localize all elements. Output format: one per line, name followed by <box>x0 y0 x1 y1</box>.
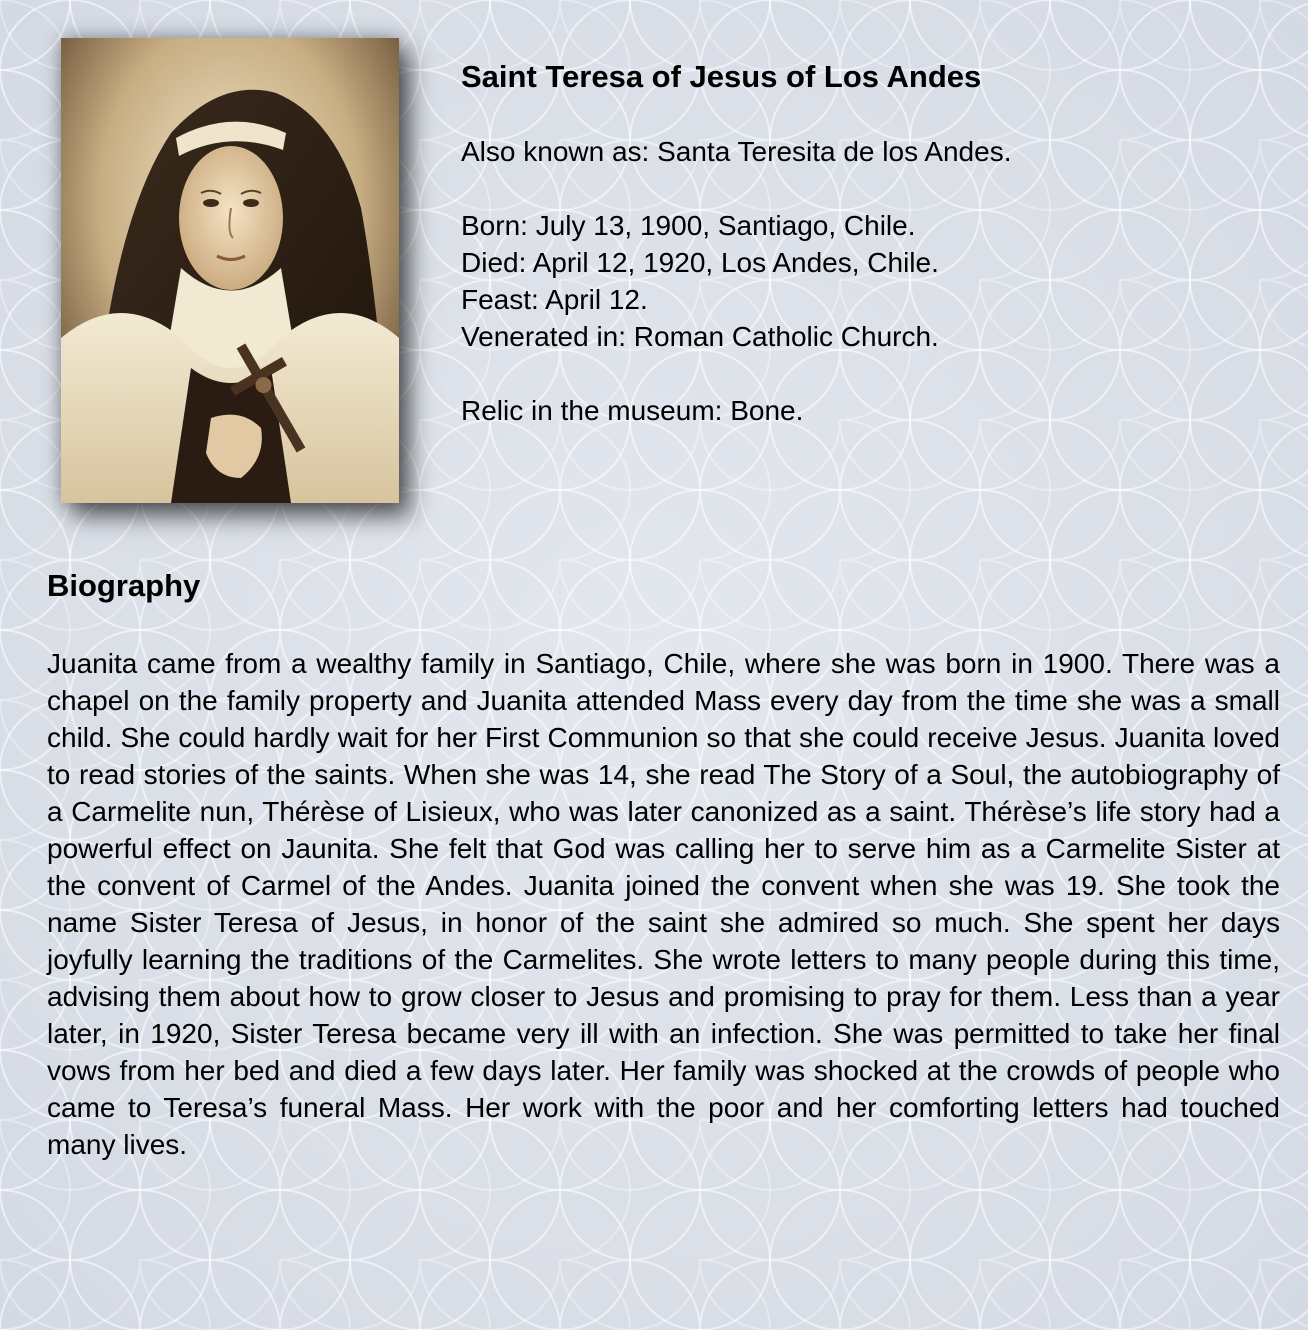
also-known-as: Also known as: Santa Teresita de los Andes. <box>461 136 1012 167</box>
saint-info <box>461 58 1281 429</box>
venerated-in: Venerated in: Roman Catholic Church. <box>461 321 939 352</box>
feast-day: Feast: April 12. <box>461 284 648 315</box>
portrait-illustration <box>61 38 399 503</box>
biography-heading: Biography <box>47 568 201 603</box>
born-date: Born: July 13, 1900, Santiago, Chile. <box>461 210 916 241</box>
page-title: Saint Teresa of Jesus of Los Andes <box>461 59 982 94</box>
saint-portrait-photo <box>61 38 399 503</box>
relic-info: Relic in the museum: Bone. <box>461 395 804 426</box>
died-date: Died: April 12, 1920, Los Andes, Chile. <box>461 247 939 278</box>
biography-text: Juanita came from a wealthy family in Santiago, Chile, where she was born in 1900. There was a chapel on the family property and Juanita attended Mass every day from the time she was a small child. She could hardly wait for her First Communion so that she could receive Jesus. Juanita loved to read stories of the saints. When she was 14, she read The Story of a Soul, the autobiography of a Carmelite nun, Thérèse of Lisieux, who was later canonized as a saint. Thérèse’s life story had a powerful effect on Jaunita. She felt that God was calling her to serve him as a Carmelite Sister at the convent of Carmel of the Andes. Juanita joined the convent when she was 19. She took the name Sister Teresa of Jesus, in honor of the saint she admired so much. She spent her days joyfully learning the traditions of the Carmelites. She wrote letters to many people during this time, advising them about how to grow closer to Jesus and promising to pray for them. Less than a year later, in 1920, Sister Teresa became very ill with an infection. She was permitted to take her final vows from her bed and died a few days later. Her family was shocked at the crowds of people who came to Teresa’s funeral Mass. Her work with the poor and her comforting letters had touched many lives. <box>47 648 1280 1160</box>
